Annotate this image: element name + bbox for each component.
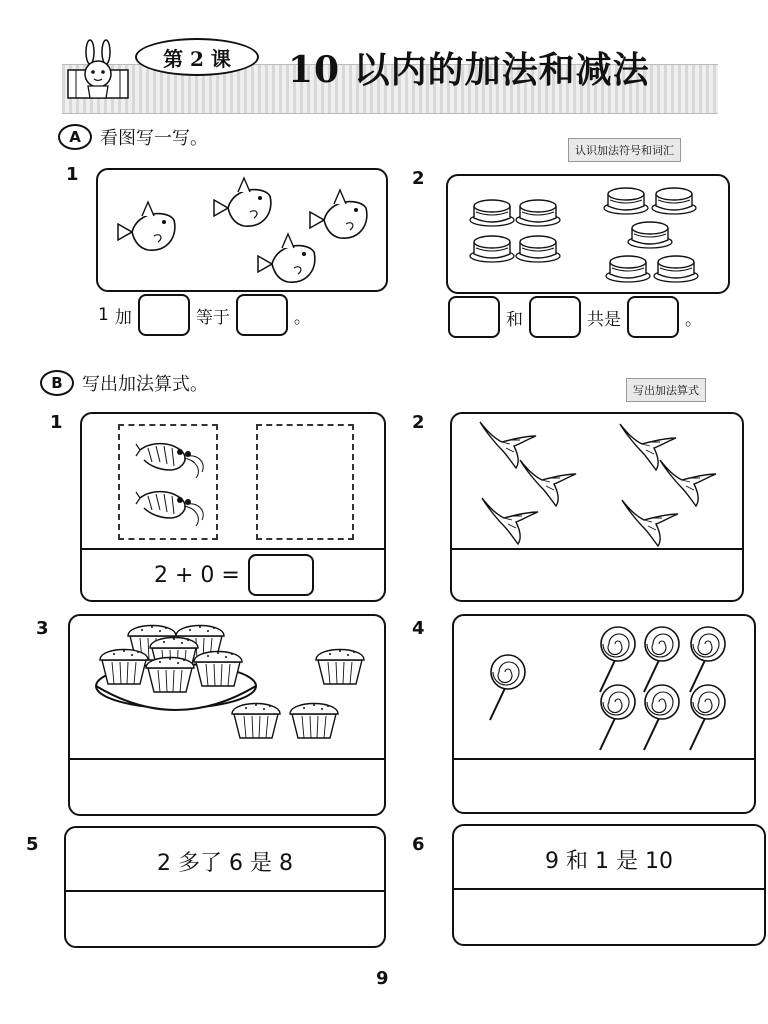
cupcake-icon [146, 658, 194, 693]
lollipop-icon [644, 627, 679, 692]
b1-answer-box[interactable] [248, 554, 314, 596]
b1-right-group [256, 424, 354, 540]
a2-end-mark: 。 [685, 309, 702, 330]
b1-number: 1 [50, 412, 63, 433]
cake-icon [652, 188, 696, 214]
b6-divider [454, 888, 764, 890]
a1-word-equal: 等于 [195, 307, 230, 328]
b5-sentence: 2 多了 6 是 8 [157, 851, 293, 876]
lollipop-icon [600, 627, 635, 692]
a1-answer-box-1[interactable] [138, 294, 190, 336]
cupcake-icon [232, 704, 280, 739]
rabbit-icon [66, 40, 130, 102]
b6-number: 6 [412, 834, 425, 855]
lollipop-icon [690, 627, 725, 692]
swallow-icon [480, 422, 536, 468]
a1-start-number: 1 [98, 305, 109, 325]
b1-box [80, 412, 386, 602]
section-b-instruction: 写出加法算式。 [82, 374, 208, 395]
swallow-icon [660, 460, 716, 506]
b4-box [452, 614, 756, 814]
section-b-letter: B [40, 370, 74, 396]
b1-left-group [118, 424, 218, 540]
section-a-letter: A [58, 124, 92, 150]
lesson-label: 第 2 课 [135, 38, 259, 76]
b6-sentence: 9 和 1 是 10 [545, 849, 673, 874]
cake-icon [470, 236, 514, 262]
a1-word-add: 加 [114, 307, 132, 328]
swallow-icon [620, 424, 676, 470]
b5-box [64, 826, 386, 948]
cake-icon [516, 200, 560, 226]
section-a-header [58, 124, 208, 150]
a2-answer-box-2[interactable] [529, 296, 581, 338]
cupcake-icon [316, 650, 364, 685]
cake-icon [604, 188, 648, 214]
b3-number: 3 [36, 618, 49, 639]
a2-answer-box-1[interactable] [448, 296, 500, 338]
b4-number: 4 [412, 618, 425, 639]
cupcake-icon [194, 652, 242, 687]
b4-divider [454, 758, 754, 760]
shrimp-icon [136, 492, 203, 526]
b2-divider [452, 548, 742, 550]
page-title: 10 以内的加法和减法 [288, 49, 650, 91]
b6-box [452, 824, 766, 946]
fish-icon [118, 202, 175, 250]
a1-end-mark: 。 [293, 307, 311, 328]
cupcake-icon [100, 650, 148, 685]
section-b-tag: 写出加法算式 [626, 378, 706, 402]
cake-icon [470, 200, 514, 226]
a2-fill-line [448, 296, 702, 338]
b1-divider [82, 548, 384, 550]
b2-box [450, 412, 744, 602]
lollipop-icon [644, 685, 679, 750]
a2-picture-box [446, 174, 730, 294]
a1-answer-box-2[interactable] [236, 294, 288, 336]
page-number: 9 [376, 968, 389, 989]
cake-icon [516, 236, 560, 262]
cake-icon [654, 256, 698, 282]
shrimp-icon [136, 444, 203, 478]
a2-number: 2 [412, 168, 425, 189]
b2-number: 2 [412, 412, 425, 433]
b1-equation-row [154, 554, 314, 596]
fish-icon [214, 178, 271, 226]
swallow-icon [520, 460, 576, 506]
cake-icon [606, 256, 650, 282]
cake-icon [628, 222, 672, 248]
lollipop-icon [690, 685, 725, 750]
section-b-header [40, 370, 208, 396]
b1-equation: 2 + 0 = [154, 562, 240, 588]
lollipop-icon [490, 655, 525, 720]
cupcake-icon [290, 704, 338, 739]
lollipop-icon [600, 685, 635, 750]
a2-word-and: 和 [506, 309, 523, 330]
a2-answer-box-3[interactable] [627, 296, 679, 338]
a1-fill-line [98, 294, 311, 336]
b3-box [68, 614, 386, 816]
swallow-icon [622, 500, 678, 546]
b5-number: 5 [26, 834, 39, 855]
b5-divider [66, 890, 384, 892]
fish-icon [258, 234, 315, 282]
swallow-icon [482, 498, 538, 544]
fish-icon [310, 190, 367, 238]
a1-picture-box [96, 168, 388, 292]
section-a-instruction: 看图写一写。 [100, 128, 208, 149]
section-a-tag: 认识加法符号和词汇 [568, 138, 681, 162]
a2-word-total: 共是 [587, 309, 621, 330]
b3-divider [70, 758, 384, 760]
a1-number: 1 [66, 164, 79, 185]
